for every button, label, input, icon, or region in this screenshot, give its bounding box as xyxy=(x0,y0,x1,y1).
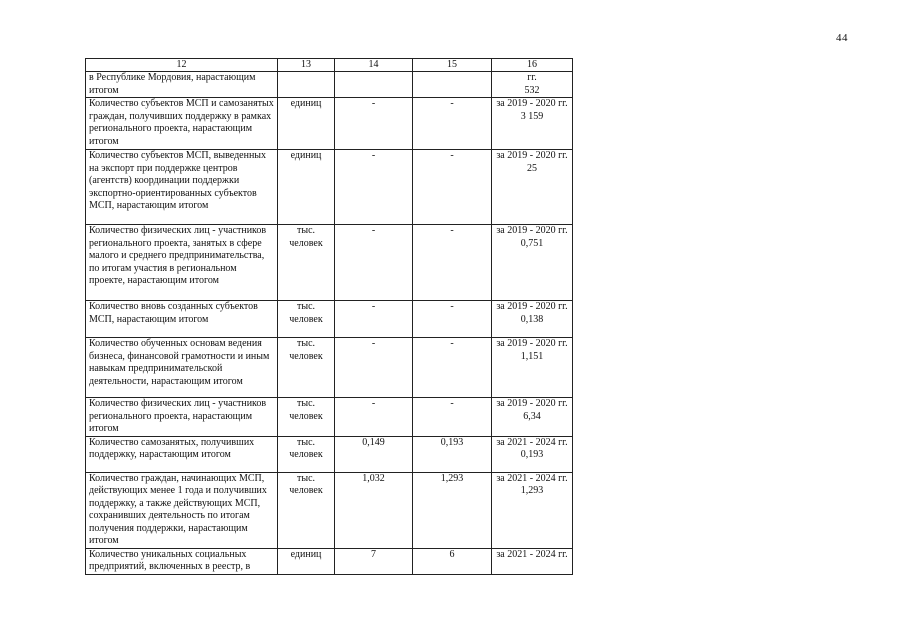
column-header-16: 16 xyxy=(492,59,573,72)
column-header-13: 13 xyxy=(278,59,335,72)
unit-cell: тыс. человек xyxy=(278,225,335,301)
value-cell-14: - xyxy=(335,225,413,301)
table-row xyxy=(86,398,573,437)
table-header-row xyxy=(86,59,573,72)
target-cell-16 xyxy=(492,72,573,98)
indicator-name-cell: Количество субъектов МСП и самозанятых граждан, получивших поддержку в рамках регионального проекта, нарастающим итогом xyxy=(86,98,278,150)
unit-cell: тыс. человек xyxy=(278,398,335,437)
target-value: 0,751 xyxy=(520,237,544,249)
indicator-name-cell: Количество субъектов МСП, выведенных на экспорт при поддержке центров (агентств) координации поддержки экспортно-ориентированных субъектов МСП, нарастающим итогом xyxy=(86,150,278,225)
value-cell-14: 1,032 xyxy=(335,472,413,548)
table-row xyxy=(86,72,573,98)
target-cell-16 xyxy=(492,472,573,548)
unit-cell: тыс. человек xyxy=(278,301,335,338)
target-value: 0,138 xyxy=(520,313,544,325)
table-row xyxy=(86,338,573,398)
target-cell-16 xyxy=(492,150,573,225)
target-value: 6,34 xyxy=(523,410,541,422)
indicator-name-cell: в Республике Мордовия, нарастающим итогом xyxy=(86,72,278,98)
target-value: 1,293 xyxy=(520,485,544,496)
target-period: за 2021 - 2024 гг. xyxy=(496,436,568,448)
target-value: 0,193 xyxy=(520,449,544,460)
unit-cell: единиц xyxy=(278,150,335,225)
column-header-14: 14 xyxy=(335,59,413,72)
target-cell-16 xyxy=(492,436,573,472)
indicator-name-cell: Количество самозанятых, получивших поддержку, нарастающим итогом xyxy=(86,436,278,472)
unit-cell: тыс. человек xyxy=(278,338,335,398)
target-period: за 2019 - 2020 гг. xyxy=(496,338,568,349)
indicator-name-cell: Количество граждан, начинающих МСП, действующих менее 1 года и получивших поддержку, а также действующих МСП, сохранивших деятельность по итогам получения поддержки, нарастающим итогом xyxy=(86,472,278,548)
value-cell-15: - xyxy=(413,150,492,225)
table-row xyxy=(86,472,573,548)
unit-cell: тыс. человек xyxy=(278,472,335,548)
value-cell-14: - xyxy=(335,398,413,437)
unit-cell: тыс. человек xyxy=(278,436,335,472)
value-cell-15: 6 xyxy=(413,548,492,574)
target-cell-16 xyxy=(492,225,573,301)
indicator-name-cell: Количество уникальных социальных предприятий, включенных в реестр, в xyxy=(86,548,278,574)
unit-cell xyxy=(278,72,335,98)
target-period: за 2019 - 2020 гг. xyxy=(496,225,568,236)
unit-cell: единиц xyxy=(278,98,335,150)
target-period: за 2021 - 2024 гг. xyxy=(496,548,568,560)
value-cell-15: - xyxy=(413,338,492,398)
target-period: за 2019 - 2020 гг. xyxy=(496,150,568,161)
value-cell-14: - xyxy=(335,301,413,338)
target-value: 532 xyxy=(524,84,540,96)
indicator-name-cell: Количество вновь созданных субъектов МСП, нарастающим итогом xyxy=(86,301,278,338)
value-cell-15: - xyxy=(413,98,492,150)
indicator-name-cell: Количество физических лиц - участников регионального проекта, занятых в сфере малого и среднего предпринимательства, по итогам участия в региональном проекте, нарастающим итогом xyxy=(86,225,278,301)
value-cell-14: - xyxy=(335,338,413,398)
table-row xyxy=(86,301,573,338)
value-cell-14: - xyxy=(335,150,413,225)
target-period: за 2019 - 2020 гг. xyxy=(496,301,568,312)
value-cell-15: 1,293 xyxy=(413,472,492,548)
target-period: за 2021 - 2024 гг. xyxy=(496,472,568,484)
indicators-table xyxy=(85,58,573,575)
value-cell-14: - xyxy=(335,98,413,150)
value-cell-15 xyxy=(413,72,492,98)
target-value: 1,151 xyxy=(520,350,544,362)
column-header-15: 15 xyxy=(413,59,492,72)
target-value: 25 xyxy=(527,162,537,174)
value-cell-15: - xyxy=(413,398,492,437)
value-cell-15: 0,193 xyxy=(413,436,492,472)
target-cell-16 xyxy=(492,98,573,150)
target-period: за 2019 - 2020 гг. xyxy=(496,98,568,109)
value-cell-15: - xyxy=(413,301,492,338)
value-cell-14: 7 xyxy=(335,548,413,574)
value-cell-15: - xyxy=(413,225,492,301)
target-value: 3 159 xyxy=(520,110,544,122)
target-cell-16 xyxy=(492,338,573,398)
value-cell-14: 0,149 xyxy=(335,436,413,472)
unit-cell: единиц xyxy=(278,548,335,574)
indicator-name-cell: Количество обученных основам ведения бизнеса, финансовой грамотности и иным навыкам предпринимательской деятельности, нарастающим итогом xyxy=(86,338,278,398)
target-cell-16 xyxy=(492,548,573,574)
target-period: гг. xyxy=(527,72,537,83)
table-row xyxy=(86,436,573,472)
page-number: 44 xyxy=(836,32,848,44)
table-row xyxy=(86,98,573,150)
target-cell-16 xyxy=(492,398,573,437)
indicator-name-cell: Количество физических лиц - участников регионального проекта, нарастающим итогом xyxy=(86,398,278,437)
column-header-12: 12 xyxy=(86,59,278,72)
target-period: за 2019 - 2020 гг. xyxy=(496,398,568,409)
table-row xyxy=(86,150,573,225)
table-row xyxy=(86,548,573,574)
value-cell-14 xyxy=(335,72,413,98)
table-row xyxy=(86,225,573,301)
target-cell-16 xyxy=(492,301,573,338)
